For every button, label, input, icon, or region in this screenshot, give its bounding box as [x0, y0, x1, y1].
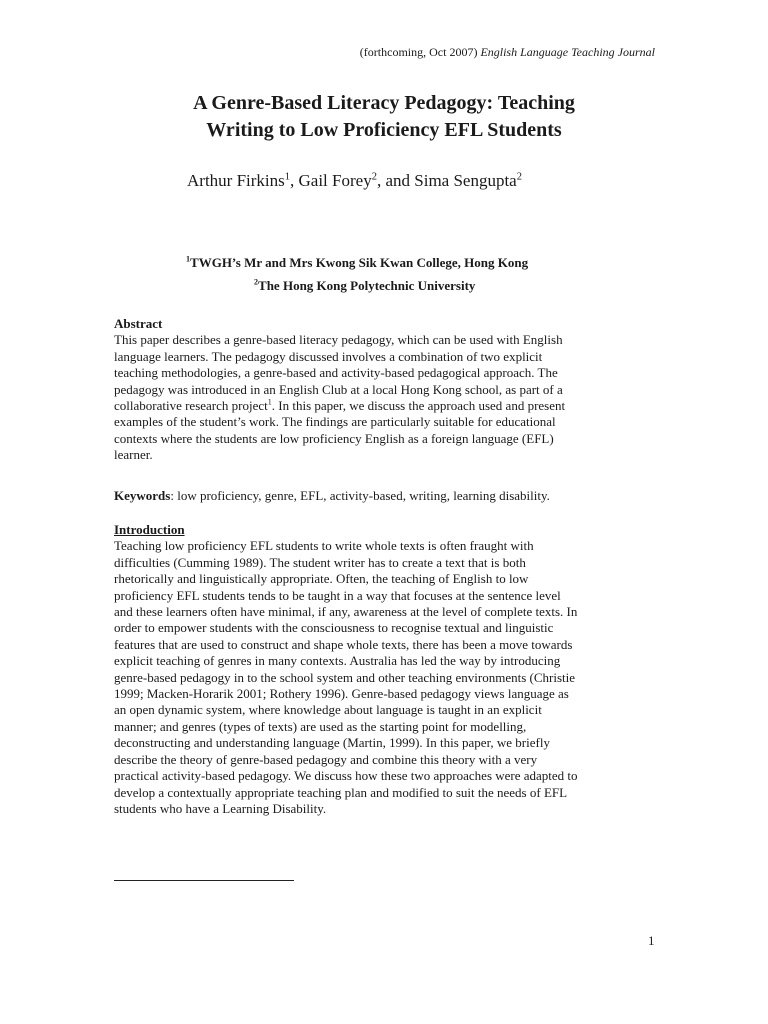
- abstract-line: pedagogy was introduced in an English Club at a local Hong Kong school, as part of a: [114, 381, 563, 397]
- introduction-heading: Introduction: [114, 522, 185, 537]
- abstract-line: examples of the student’s work. The findings are particularly suitable for educational: [114, 414, 556, 430]
- abstract-line: teaching methodologies, a genre-based and activity-based pedagogical approach. The: [114, 365, 558, 381]
- introduction-line: and these learners often have minimal, if any, awareness at the level of complete texts. In: [114, 604, 578, 620]
- journal-name: English Language Teaching Journal: [480, 45, 655, 59]
- affiliation-mark: 1: [284, 171, 291, 183]
- author-separator: ,: [290, 171, 299, 190]
- affiliation: [254, 277, 475, 295]
- introduction-line: deconstructing and understanding language (Martin, 1999). In this paper, we briefly: [114, 735, 550, 751]
- title-line-1: A Genre-Based Literacy Pedagogy: Teaching: [193, 92, 575, 114]
- abstract-heading: Abstract: [114, 316, 163, 331]
- abstract-text: collaborative research project: [114, 398, 268, 414]
- author-list: [187, 170, 522, 192]
- abstract-section: [114, 316, 659, 464]
- introduction-section: [114, 522, 659, 817]
- abstract-text: . In this paper, we discuss the approach used and present: [271, 398, 566, 414]
- author-separator: , and: [376, 171, 415, 190]
- keywords-label: Keywords: [114, 488, 171, 503]
- introduction-line: practical activity-based pedagogy. We discuss how these two approaches were adapted to: [114, 768, 578, 784]
- abstract-line: learner.: [114, 447, 153, 463]
- author-name: Sima Sengupta: [414, 171, 517, 190]
- abstract-line: language learners. The pedagogy discussed involves a combination of two explicit: [114, 348, 543, 364]
- publication-note: [360, 44, 655, 60]
- keywords-section: [114, 488, 659, 504]
- author-name: Gail Forey: [298, 171, 372, 190]
- introduction-line: students who have a Learning Disability.: [114, 800, 327, 816]
- affiliation-mark: 1: [186, 254, 191, 264]
- introduction-line: features that are used to construct and shape whole texts, there has been a move towards: [114, 636, 573, 652]
- introduction-line: order to empower students with the consciousness to recognise textual and linguistic: [114, 620, 554, 636]
- footnote-mark: 1: [267, 397, 272, 407]
- author-name: Arthur Firkins: [187, 171, 285, 190]
- introduction-line: describe the theory of genre-based pedagogy and combine this theory with a very: [114, 751, 538, 767]
- introduction-line: an open dynamic system, where knowledge about language is taught in an explicit: [114, 702, 542, 718]
- affiliation-name: The Hong Kong Polytechnic University: [258, 278, 476, 293]
- title-line-2: Writing to Low Proficiency EFL Students: [206, 119, 562, 141]
- affiliation-mark: 2: [371, 171, 377, 183]
- affiliation-mark: 2: [254, 277, 259, 287]
- affiliation-name: TWGH’s Mr and Mrs Kwong Sik Kwan College, Hong Kong: [190, 255, 529, 270]
- abstract-line: [114, 398, 659, 414]
- affiliation: [186, 254, 528, 272]
- introduction-line: difficulties (Cumming 1989). The student writer has to create a text that is both: [114, 554, 526, 570]
- introduction-line: Teaching low proficiency EFL students to write whole texts is often fraught with: [114, 538, 534, 554]
- abstract-line: contexts where the students are low proficiency English as a foreign language (EFL): [114, 430, 554, 446]
- introduction-line: manner; and genres (types of texts) are used as the starting point for modelling,: [114, 718, 527, 734]
- paper-title: [0, 90, 768, 144]
- introduction-line: explicit teaching of genres in many contexts. Australia has led the way by introducing: [114, 653, 561, 669]
- introduction-line: proficiency EFL students tends to be taught in a way that focuses at the sentence level: [114, 587, 561, 603]
- abstract-line: This paper describes a genre-based literacy pedagogy, which can be used with English: [114, 332, 563, 348]
- introduction-line: develop a contextually appropriate teaching plan and modified to suit the needs of EFL: [114, 784, 568, 800]
- introduction-line: genre-based pedagogy in to the school system and other teaching environments (Christie: [114, 669, 576, 685]
- introduction-line: rhetorically and linguistically appropriate. Often, the teaching of English to low: [114, 571, 529, 587]
- introduction-line: 1999; Macken-Horarik 2001; Rothery 1996). Genre-based pedagogy views language as: [114, 686, 569, 702]
- keywords-text: : low proficiency, genre, EFL, activity-based, writing, learning disability.: [170, 488, 550, 503]
- affiliation-mark: 2: [516, 171, 522, 183]
- publication-status: (forthcoming, Oct 2007): [359, 45, 481, 59]
- footnote-separator: [114, 880, 294, 881]
- page-number: 1: [648, 933, 655, 948]
